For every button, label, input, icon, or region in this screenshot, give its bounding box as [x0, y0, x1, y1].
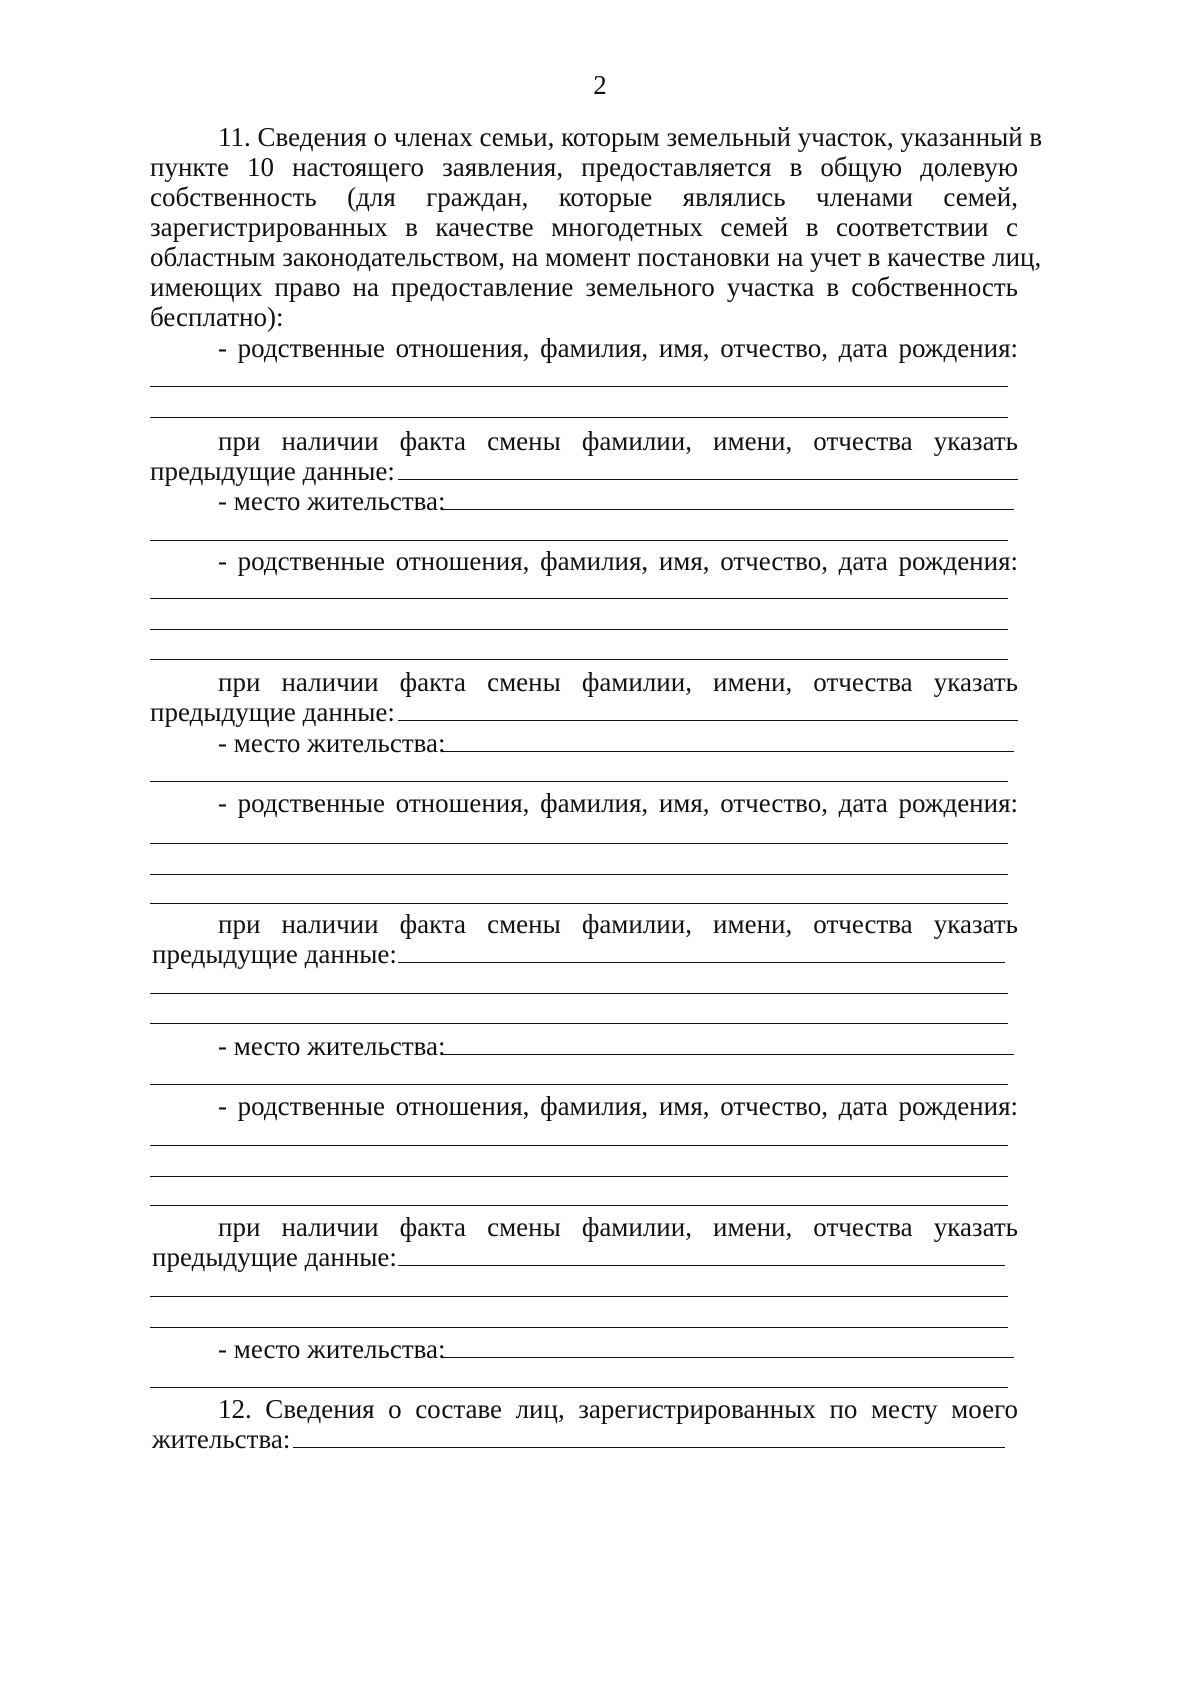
member-4-previous-data-field-3[interactable]: [150, 1327, 1008, 1328]
member-2-relatives-field-2[interactable]: [150, 629, 1008, 630]
member-3-relatives-label: - родственные отношения, фамилия, имя, отчество, дата рождения:: [218, 788, 1018, 818]
member-3-previous-data-label: предыдущие данные:: [152, 939, 397, 969]
member-3-previous-data-field-3[interactable]: [150, 1023, 1008, 1024]
member-2-residence-field-1[interactable]: [441, 751, 1014, 752]
member-1-name-change-label: при наличии факта смены фамилии, имени, отчества указать: [218, 426, 1018, 456]
section-12-line-1: 12. Сведения о составе лиц, зарегистрированных по месту моего: [218, 1394, 1018, 1424]
member-1-previous-data-field[interactable]: [398, 479, 1018, 480]
member-4-previous-data-field[interactable]: [398, 1265, 1005, 1266]
section-11-line-7: бесплатно):: [150, 302, 284, 332]
member-4-previous-data-label: предыдущие данные:: [152, 1242, 397, 1272]
member-2-name-change-label: при наличии факта смены фамилии, имени, отчества указать: [218, 667, 1018, 697]
member-4-relatives-label: - родственные отношения, фамилия, имя, отчество, дата рождения:: [218, 1091, 1018, 1121]
member-3-residence-field-1[interactable]: [441, 1054, 1014, 1055]
section-12-line-2: жительства:: [152, 1424, 291, 1454]
member-2-relatives-label: - родственные отношения, фамилия, имя, отчество, дата рождения:: [218, 546, 1018, 576]
section-11-line-6: имеющих право на предоставление земельного участка в собственность: [150, 272, 1018, 302]
member-2-residence-label: - место жительства:: [218, 728, 446, 758]
section-12-registered-persons-field[interactable]: [293, 1447, 1005, 1448]
member-3-relatives-field-1[interactable]: [150, 843, 1008, 844]
section-11-line-4: зарегистрированных в качестве многодетных семей в соответствии с: [150, 212, 1018, 242]
member-1-residence-field-2[interactable]: [150, 540, 1008, 541]
member-2-previous-data-label: предыдущие данные:: [150, 697, 395, 727]
member-4-residence-label: - место жительства:: [218, 1334, 446, 1364]
member-3-relatives-field-3[interactable]: [150, 903, 1008, 904]
member-1-residence-field-1[interactable]: [441, 509, 1014, 510]
member-4-relatives-field-3[interactable]: [150, 1205, 1008, 1206]
member-3-previous-data-field[interactable]: [398, 962, 1005, 963]
member-2-residence-field-2[interactable]: [150, 781, 1008, 782]
member-1-residence-label: - место жительства:: [218, 486, 446, 516]
member-2-previous-data-field[interactable]: [398, 720, 1018, 721]
member-3-residence-field-2[interactable]: [150, 1084, 1008, 1085]
member-3-name-change-label: при наличии факта смены фамилии, имени, отчества указать: [218, 909, 1018, 939]
member-4-residence-field-1[interactable]: [441, 1357, 1014, 1358]
section-11-line-2: пункте 10 настоящего заявления, предоставляется в общую долевую: [150, 152, 1018, 182]
member-4-name-change-label: при наличии факта смены фамилии, имени, отчества указать: [218, 1212, 1018, 1242]
member-1-previous-data-label: предыдущие данные:: [150, 456, 395, 486]
page-number: 2: [593, 70, 607, 100]
member-3-previous-data-field-2[interactable]: [150, 993, 1008, 994]
member-3-relatives-field-2[interactable]: [150, 874, 1008, 875]
member-1-relatives-field-2[interactable]: [150, 417, 1008, 418]
member-3-residence-label: - место жительства:: [218, 1031, 446, 1061]
section-11-line-5: областным законодательством, на момент постановки на учет в качестве лиц,: [150, 242, 1042, 272]
member-4-relatives-field-1[interactable]: [150, 1145, 1008, 1146]
member-2-relatives-field-3[interactable]: [150, 659, 1008, 660]
member-2-relatives-field-1[interactable]: [150, 598, 1008, 599]
member-1-relatives-field-1[interactable]: [150, 386, 1008, 387]
member-4-residence-field-2[interactable]: [150, 1387, 1008, 1388]
member-4-previous-data-field-2[interactable]: [150, 1296, 1008, 1297]
member-1-relatives-label: - родственные отношения, фамилия, имя, отчество, дата рождения:: [218, 333, 1018, 363]
section-11-line-1: 11. Сведения о членах семьи, которым земельный участок, указанный в: [218, 122, 1043, 152]
section-11-line-3: собственность (для граждан, которые являлись членами семей,: [150, 182, 1018, 212]
member-4-relatives-field-2[interactable]: [150, 1176, 1008, 1177]
